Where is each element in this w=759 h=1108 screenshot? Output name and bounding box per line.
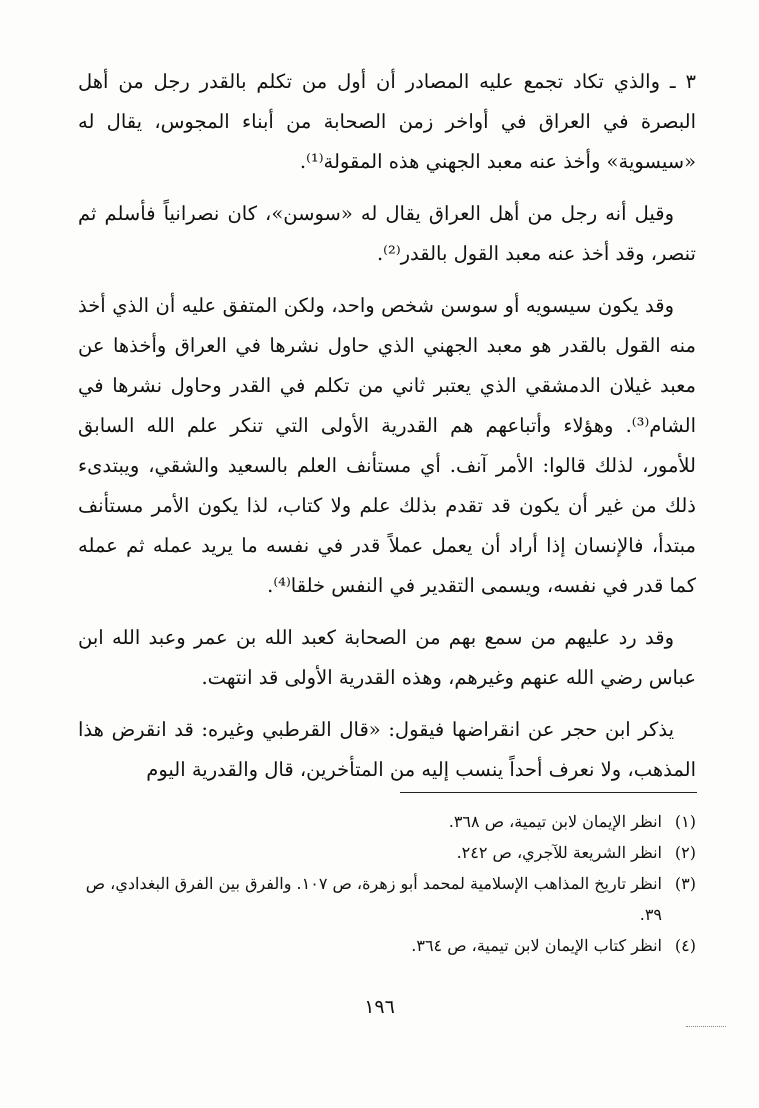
footnote-divider xyxy=(400,792,697,793)
footnotes xyxy=(78,806,696,961)
edge-mark xyxy=(686,1026,726,1027)
footnote-4 xyxy=(78,930,696,961)
paragraph-4: وقد رد عليهم من سمع بهم من الصحابة كعبد الله بن عمر وعبد الله ابن عباس رضي الله عنهم وغيرهم، وهذه القدرية الأولى قد انتهت. xyxy=(78,626,696,689)
footnote-2 xyxy=(78,837,696,868)
footnote-number: (٢) xyxy=(674,843,696,862)
paragraph-5: يذكر ابن حجر عن انقراضها فيقول: «قال القرطبي وغيره: قد انقرض هذا المذهب، ولا نعرف أحداً ينسب إليه من المتأخرين، قال والقدرية اليوم xyxy=(78,718,696,781)
footnote-1 xyxy=(78,806,696,837)
footnote-3 xyxy=(78,868,696,930)
page-number: ١٩٦ xyxy=(364,996,395,1018)
paragraph-3: وقد يكون سيسويه أو سوسن شخص واحد، ولكن المتفق عليه أن الذي أخذ منه القول بالقدر هو معبد الجهني الذي حاول نشرها في العراق وأخذها عن معبد غيلان الدمشقي الذي يعتبر ثاني من تكلم في القدر وحاول نشرها في الشام⁽³⁾. وهؤلاء وأتباعهم هم القدرية الأولى التي تنكر علم الله السابق للأمور، لذلك قالوا: الأمر آنف. أي مستأنف العلم بالسعيد والشقي، ويبتدىء ذلك من غير أن يكون قد تقدم بذلك علم ولا كتاب، لذا يكون الأمر مستأنف مبتدأ، فالإنسان إذا أراد أن يعمل عملاً قدر في نفسه ما يريد عمله ثم عمله كما قدر في نفسه، ويسمى التقدير في النفس خلقا⁽⁴⁾. xyxy=(78,294,696,597)
footnote-text: انظر كتاب الإيمان لابن تيمية، ص ٣٦٤. xyxy=(411,936,662,955)
footnote-number: (٤) xyxy=(674,936,696,955)
footnote-text: انظر الشريعة للآجري، ص ٢٤٢. xyxy=(456,843,662,862)
paragraph-1: ٣ ـ والذي تكاد تجمع عليه المصادر أن أول من تكلم بالقدر رجل من أهل البصرة في العراق في أواخر زمن الصحابة من أبناء المجوس، يقال له «سيسوية» وأخذ عنه معبد الجهني هذه المقولة⁽¹⁾. xyxy=(78,70,696,173)
footnote-text: انظر الإيمان لابن تيمية، ص ٣٦٨. xyxy=(448,812,662,831)
paragraph-2: وقيل أنه رجل من أهل العراق يقال له «سوسن»، كان نصرانياً فأسلم ثم تنصر، وقد أخذ عنه معبد القول بالقدر⁽²⁾. xyxy=(78,202,696,265)
main-text xyxy=(78,62,696,802)
footnote-text: انظر تاريخ المذاهب الإسلامية لمحمد أبو زهرة، ص ١٠٧. والفرق بين الفرق البغدادي، ص ٣٩. xyxy=(85,874,662,924)
footnote-number: (٣) xyxy=(674,874,696,893)
footnote-number: (١) xyxy=(674,812,696,831)
